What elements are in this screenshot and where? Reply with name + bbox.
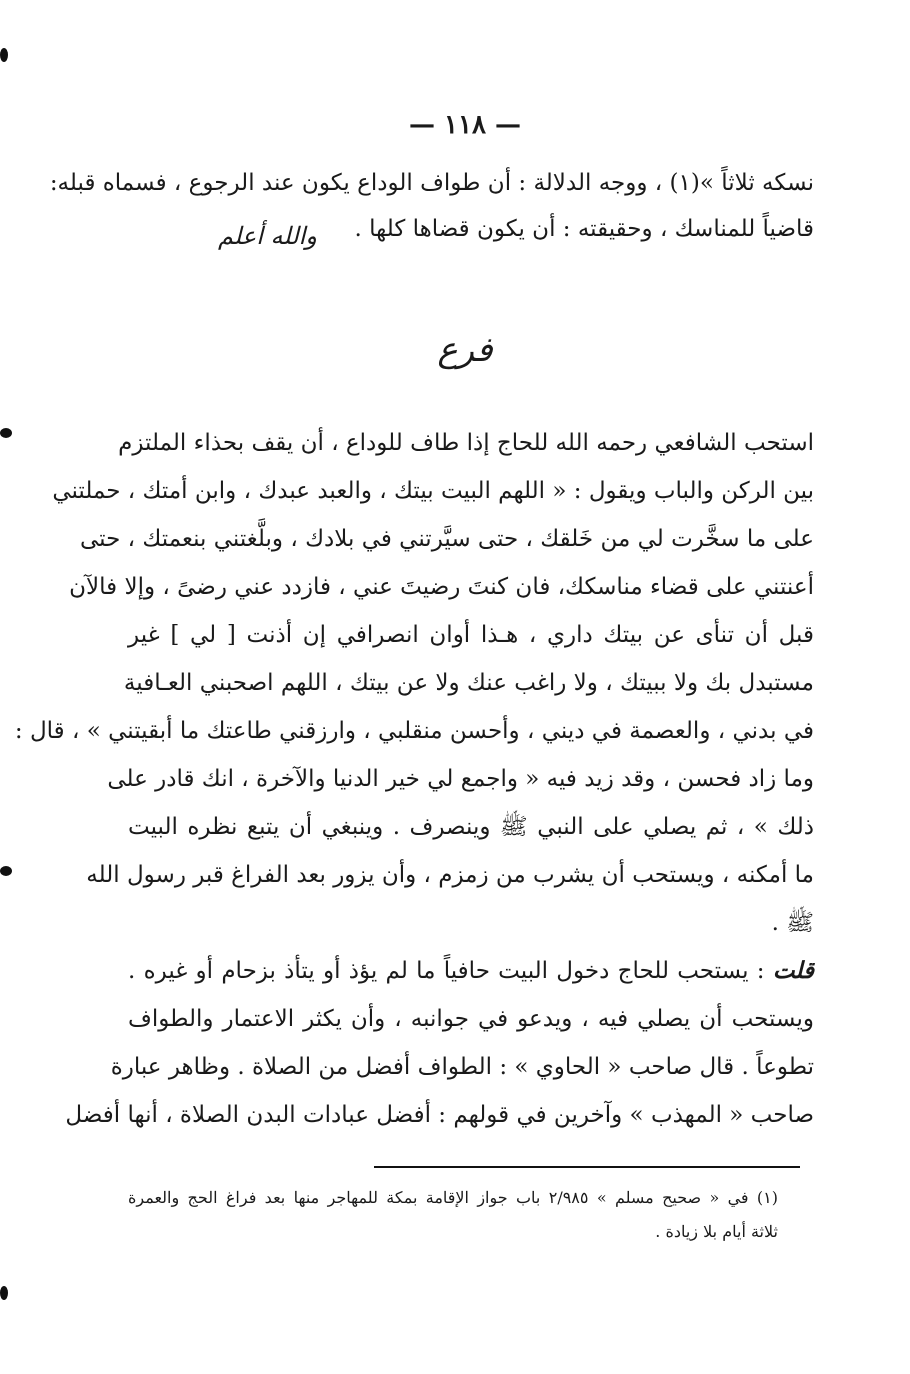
scan-mark-bottom — [0, 1286, 8, 1300]
footnote-line-2: ثلاثة أيام بلا زيادة . — [655, 1222, 778, 1241]
section-heading: فرع — [437, 330, 493, 370]
branch-line-1: استحب الشافعي رحمه الله للحاج إذا طاف للوداع ، أن يقف بحذاء الملتزم — [118, 430, 814, 456]
branch-line-6: مستبدل بك ولا ببيتك ، ولا راغب عنك ولا عن بيتك ، اللهم اصحبني العـافية — [123, 670, 814, 696]
page-number: — ١١٨ — — [408, 110, 522, 140]
footnote-separator — [374, 1166, 800, 1168]
qultu-line-1 — [128, 948, 814, 994]
intro-line-2: قاضياً للمناسك ، وحقيقته : أن يكون قضاها كلها . — [354, 216, 814, 242]
scan-mark-upper — [0, 428, 12, 438]
branch-line-3: على ما سخَّرت لي من خَلقك ، حتى سيَّرتني في بلادك ، وبلَّغتني بنعمتك ، حتى — [80, 526, 814, 552]
qultu-line-4: صاحب « المهذب » وآخرين في قولهم : أفضل عبادات البدن الصلاة ، أنها أفضل — [65, 1102, 814, 1128]
branch-line-11: ﷺ . — [771, 910, 814, 936]
branch-line-8: وما زاد فحسن ، وقد زيد فيه « واجمع لي خير الدنيا والآخرة ، انك قادر على — [107, 766, 814, 792]
scan-mark-middle — [0, 866, 12, 876]
branch-line-4: أعنتني على قضاء مناسكك، فان كنتَ رضيتَ عني ، فازدد عني رضىً ، وإلا فالآن — [69, 574, 814, 600]
scan-mark-top — [0, 48, 8, 62]
branch-line-10: ما أمكنه ، ويستحب أن يشرب من زمزم ، وأن يزور بعد الفراغ قبر رسول الله — [86, 862, 814, 888]
intro-line-1: نسكه ثلاثاً »(١) ، ووجه الدلالة : أن طواف الوداع يكون عند الرجوع ، فسماه قبله: — [49, 170, 814, 196]
qultu-label: قلت — [772, 957, 815, 984]
branch-line-2: بين الركن والباب ويقول : « اللهم البيت بيتك ، والعبد عبدك ، وابن أمتك ، حملتني — [52, 478, 814, 504]
qultu-line-3: تطوعاً . قال صاحب « الحاوي » : الطواف أفضل من الصلاة . وظاهر عبارة — [110, 1054, 814, 1080]
branch-line-7: في بدني ، والعصمة في ديني ، وأحسن منقلبي ، وارزقني طاعتك ما أبقيتني » ، قال : — [14, 718, 814, 744]
branch-line-5: قبل أن تنأى عن بيتك داري ، هـذا أوان انصرافي إن أذنت [ لي ] غير — [128, 622, 814, 648]
qultu-line-2: ويستحب أن يصلي فيه ، ويدعو في جوانبه ، وأن يكثر الاعتمار والطواف — [128, 1006, 814, 1032]
closing-phrase: والله أعلم — [218, 222, 317, 250]
branch-line-9: ذلك » ، ثم يصلي على النبي ﷺ وينصرف . وينبغي أن يتبع نظره البيت — [128, 814, 814, 840]
footnote-line-1: (١) في « صحيح مسلم » ٢/٩٨٥ باب جواز الإقامة بمكة للمهاجر منها بعد فراغ الحج والعمرة — [128, 1188, 779, 1207]
qultu-line-1-text: : يستحب للحاج دخول البيت حافياً ما لم يؤذ أو يتأذ بزحام أو غيره . — [128, 958, 765, 984]
